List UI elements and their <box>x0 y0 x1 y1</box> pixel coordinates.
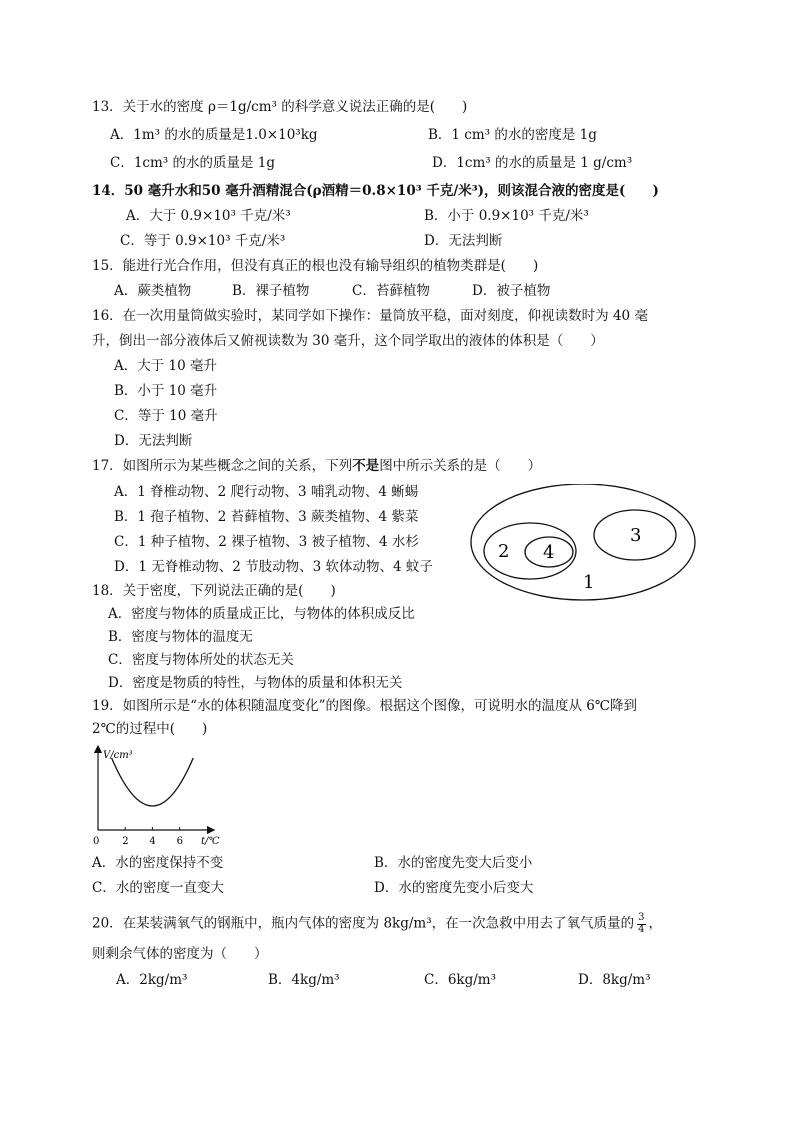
q15-option-c: C．苔藓植物 <box>352 283 430 299</box>
q16-stem-line2: 升，倒出一部分液体后又俯视读数为 30 毫升，这个同学取出的液体的体积是（ ） <box>92 333 604 349</box>
x-axis-label: t/℃ <box>201 836 220 847</box>
q18-option-c: C．密度与物体所处的状态无关 <box>108 652 294 668</box>
q17-option-a: A．1 脊椎动物、2 爬行动物、3 哺乳动物、4 蜥蜴 <box>114 484 419 500</box>
q19-option-d: D．水的密度先变小后变大 <box>374 880 534 896</box>
q14-stem: 14．50 毫升水和50 毫升酒精混合(ρ酒精＝0.8×10³ 千克/米³)，则该混合液的密度是( ) <box>92 183 659 199</box>
q20-option-a: A．2kg/m³ <box>116 972 188 988</box>
q17-option-b: B．1 孢子植物、2 苔藓植物、3 蕨类植物、4 紫菜 <box>114 509 419 525</box>
q15-option-b: B．裸子植物 <box>232 283 310 299</box>
q18-option-d: D．密度是物质的特性，与物体的质量和体积无关 <box>108 675 403 691</box>
q18-option-b: B．密度与物体的温度无 <box>108 629 253 645</box>
q20-stem-pre: 20．在某装满氧气的钢瓶中，瓶内气体的密度为 8kg/m³，在一次急救中用去了氧气质量的 <box>92 915 635 932</box>
y-axis-label: V/cm³ <box>103 750 133 761</box>
q15-stem: 15．能进行光合作用，但没有真正的根也没有输导组织的植物类群是( ) <box>92 258 539 274</box>
q14-option-b: B．小于 0.9×10³ 千克/米³ <box>424 208 589 224</box>
q20-option-d: D．8kg/m³ <box>578 972 651 988</box>
q13-stem: 13．关于水的密度 ρ＝1g/cm³ 的科学意义说法正确的是( ) <box>92 99 468 115</box>
q13-option-c: C．1cm³ 的水的质量是 1g <box>110 155 276 171</box>
volume-temperature-chart <box>86 740 226 850</box>
q19-stem-line1: 19．如图所示是“水的体积随温度变化”的图像。根据这个图像，可说明水的温度从 6℃降到 <box>92 698 637 714</box>
volume-curve <box>112 758 194 806</box>
q17-stem-pre: 17．如图所示为某些概念之间的关系，下列 <box>92 458 353 474</box>
set-2-label: 2 <box>498 541 510 562</box>
q20-stem-line1 <box>92 913 662 935</box>
q20-option-b: B．4kg/m³ <box>268 972 340 988</box>
q13-option-d: D．1cm³ 的水的质量是 1 g/cm³ <box>432 155 633 171</box>
q19-option-c: C．水的密度一直变大 <box>92 880 224 896</box>
q16-option-b: B．小于 10 毫升 <box>114 383 218 399</box>
q13-option-a: A．1m³ 的水的质量是1.0×10³kg <box>110 127 318 143</box>
q14-option-a: A．大于 0.9×10³ 千克/米³ <box>126 208 291 224</box>
q20-option-c: C．6kg/m³ <box>424 972 497 988</box>
q20-stem-post: ， <box>648 915 663 932</box>
q20-fraction-denominator: 4 <box>638 923 645 935</box>
q17-stem-post: 图中所示关系的是（ ） <box>379 458 542 474</box>
q20-fraction-numerator: 3 <box>638 912 645 923</box>
q17-stem-emphasis: 不是 <box>352 458 380 474</box>
q15-option-a: A．蕨类植物 <box>114 283 192 299</box>
q16-option-d: D．无法判断 <box>114 433 193 449</box>
q18-option-a: A．密度与物体的质量成正比，与物体的体积成反比 <box>108 606 415 622</box>
x-tick-label: 0 <box>93 836 100 847</box>
q20-fraction <box>637 913 645 935</box>
set-3-label: 3 <box>630 525 642 546</box>
q14-option-d: D．无法判断 <box>424 233 503 249</box>
q16-option-c: C．等于 10 毫升 <box>114 408 218 424</box>
q16-option-a: A．大于 10 毫升 <box>114 358 218 374</box>
q19-option-a: A．水的密度保持不变 <box>92 855 224 871</box>
x-tick-label: 6 <box>176 836 183 847</box>
q17-option-d: D．1 无脊椎动物、2 节肢动物、3 软体动物、4 蚊子 <box>114 559 433 575</box>
q13-option-b: B．1 cm³ 的水的密度是 1g <box>428 127 597 143</box>
q19-stem-line2: 2℃的过程中( ) <box>92 721 208 737</box>
q17-option-c: C．1 种子植物、2 裸子植物、3 被子植物、4 水杉 <box>114 534 419 550</box>
q17-stem <box>92 460 541 474</box>
concept-relation-diagram <box>468 484 708 608</box>
x-tick-label: 4 <box>149 836 156 847</box>
q19-option-b: B．水的密度先变大后变小 <box>374 855 533 871</box>
set-1-label: 1 <box>583 572 595 593</box>
q16-stem-line1: 16．在一次用量筒做实验时，某同学如下操作：量筒放平稳，面对刻度，仰视读数时为 40 毫 <box>92 308 648 324</box>
q15-option-d: D．被子植物 <box>472 283 551 299</box>
q18-stem: 18．关于密度，下列说法正确的是( ) <box>92 583 336 599</box>
x-tick-label: 2 <box>122 836 129 847</box>
set-4-label: 4 <box>543 542 555 563</box>
q14-option-c: C．等于 0.9×10³ 千克/米³ <box>120 233 286 249</box>
q20-stem-line2: 则剩余气体的密度为（ ） <box>92 946 268 962</box>
